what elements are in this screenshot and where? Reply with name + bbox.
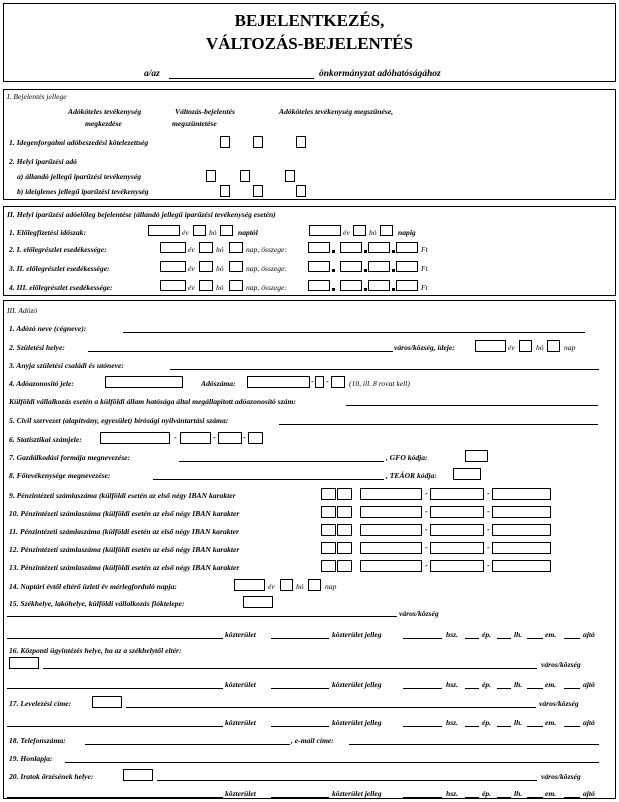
s1-row2b-checkbox-change[interactable] [253, 185, 263, 197]
fiscal-month-unit: hó [296, 582, 304, 591]
s2-row1-to-label: napig [398, 228, 416, 237]
addr3-street-type-field[interactable] [271, 726, 329, 727]
s3-r4d-label: Külföldi vállalkozás esetén a külföldi állam hatósága által megállapított adóazonosító szám: [9, 397, 296, 406]
s2-row4-ft-unit: Ft [421, 283, 428, 292]
website-field[interactable] [65, 762, 599, 763]
bank9-dash-2: - [487, 489, 490, 498]
s3-r16-label: 16. Központi ügyintézés helye, ha az a székhelytől eltér: [9, 646, 182, 655]
addr1-street-label: közterület [225, 630, 256, 639]
s2-row1-from-year[interactable] [148, 225, 180, 236]
addr4-street-type-label: közterület jelleg [332, 789, 382, 798]
addr1-ep-field[interactable] [465, 638, 479, 639]
birth-year-unit: év [508, 343, 515, 352]
civil-registry-field[interactable] [279, 424, 598, 425]
s2-row2-amount-sep-1 [332, 250, 335, 253]
s2-row2-ft-unit: Ft [421, 245, 428, 254]
addr1-lh-label: lh. [514, 630, 523, 639]
s3-r12-label: 12. Pénzintézeti számlaszáma (külföldi esetén az első négy IBAN karakter [9, 545, 240, 554]
s2-row1-to-year[interactable] [309, 225, 341, 236]
addr3-street-field[interactable] [7, 726, 223, 727]
s3-r13-label: 13. Pénzintézeti számlaszáma (külföldi esetén az első négy IBAN karakter [9, 563, 240, 572]
s1-row2b-label: b) ideiglenes jellegű iparűzési tevékenység [17, 187, 149, 196]
stat-code-dash-1: - [174, 433, 177, 442]
s3-r2-label: 2. Születési helye: [9, 343, 65, 352]
s1-row2a-label: a) állandó jellegű iparűzési tevékenység [17, 172, 142, 181]
bank10-account-box-1[interactable] [360, 506, 422, 518]
addr1-ep-label: ép. [482, 630, 492, 639]
s1-row2a-checkbox-end[interactable] [285, 170, 295, 182]
s2-row1-to-year-unit: év [343, 228, 350, 237]
bank13-account-box-2[interactable] [430, 560, 484, 572]
tax-number-dash-2: - [326, 377, 329, 386]
s3-r18-label: 18. Telefonszáma: [9, 736, 66, 745]
s3-r7b-label: , GFO kódja: [386, 453, 428, 462]
s2-row3-ft-unit: Ft [421, 264, 428, 273]
s3-r10-label: 10. Pénzintézeti számlaszáma (külföldi esetén az első négy IBAN karakter [9, 509, 240, 518]
form-title-line1: BEJELENTKEZÉS, [234, 11, 385, 30]
birth-day-box[interactable] [547, 340, 560, 352]
tax-number-box-3[interactable] [331, 376, 345, 388]
addr1-lh-field[interactable] [497, 638, 511, 639]
form-page [3, 3, 616, 799]
hq-city-field[interactable] [43, 668, 537, 669]
bank9-account-box-3[interactable] [492, 488, 551, 500]
bank9-dash-1: - [425, 489, 428, 498]
mother-name-field[interactable] [170, 369, 599, 370]
bank9-iban-box-2[interactable] [337, 488, 352, 500]
s2-row3-amount-box-3[interactable] [368, 261, 390, 272]
seat-city-field[interactable] [7, 616, 397, 617]
addr3-ajto-label: ajtó [583, 718, 595, 727]
email-field[interactable] [349, 744, 599, 745]
stat-code-box-4[interactable] [248, 432, 263, 444]
s2-row2-amount-box-4[interactable] [396, 242, 418, 253]
teaor-code-box[interactable] [453, 468, 481, 480]
docs-city-field[interactable] [157, 780, 537, 781]
bank12-iban-box-2[interactable] [337, 542, 352, 554]
bank11-account-box-3[interactable] [492, 524, 551, 536]
bank12-iban-box-1[interactable] [321, 542, 336, 554]
s1-row2-label: 2. Helyi iparűzési adó [9, 157, 77, 166]
bank13-dash-2: - [487, 561, 490, 570]
addr2-ajto-field[interactable] [564, 688, 580, 689]
fiscal-year-unit: év [268, 582, 275, 591]
bank11-iban-box-2[interactable] [337, 524, 352, 536]
mail-postcode-box[interactable] [92, 696, 122, 708]
bank9-iban-box-1[interactable] [321, 488, 336, 500]
hq-postcode-box[interactable] [9, 657, 39, 669]
addr2-ajto-label: ajtó [583, 680, 595, 689]
addr2-ep-label: ép. [482, 680, 492, 689]
addr4-street-field[interactable] [7, 797, 223, 798]
bank13-account-box-1[interactable] [360, 560, 422, 572]
col-start-label-b: megkezdése [85, 119, 122, 128]
s2-row1-from-day[interactable] [220, 225, 233, 236]
fiscal-month-box[interactable] [280, 579, 293, 591]
s2-row4-amount-box-2[interactable] [340, 280, 362, 291]
stat-code-box-1[interactable] [100, 432, 170, 444]
section-3-title: III. Adózó [7, 306, 38, 315]
addr2-lh-label: lh. [514, 680, 523, 689]
s3-r14-label: 14. Naptári évtől eltérő üzleti év mérlegforduló napja: [9, 582, 177, 591]
addr4-hsz-label: hsz. [446, 789, 459, 798]
col-end-label: Adóköteles tevékenység megszűnése, [279, 107, 394, 116]
addr1-street-type-label: közterület jelleg [332, 630, 382, 639]
bank11-dash-1: - [425, 525, 428, 534]
addr2-street-type-field[interactable] [271, 688, 329, 689]
s3-r20-label: 20. Iratok őrzésének helye: [9, 772, 94, 781]
s2-row2-amount-box-2[interactable] [340, 242, 362, 253]
addr1-em-field[interactable] [527, 638, 543, 639]
stat-code-box-3[interactable] [218, 432, 242, 444]
stat-code-dash-3: - [243, 433, 246, 442]
s2-row1-from-label: naptól [238, 228, 258, 237]
s3-r17-label: 17. Levelezési címe: [9, 699, 72, 708]
bank9-account-box-1[interactable] [360, 488, 422, 500]
bank10-account-box-2[interactable] [430, 506, 484, 518]
taxpayer-name-field[interactable] [123, 332, 585, 333]
s2-row3-month-unit: hó [216, 264, 224, 273]
col-change-label-a: Változás-bejelentés [175, 107, 235, 116]
bank10-iban-box-2[interactable] [337, 506, 352, 518]
birth-month-box[interactable] [519, 340, 532, 352]
s2-row1-year-unit: év [182, 228, 189, 237]
tax-number-box-2[interactable] [315, 376, 324, 388]
addr1-ajto-field[interactable] [564, 638, 580, 639]
business-form-field[interactable] [179, 461, 384, 462]
addr2-lh-field[interactable] [497, 688, 511, 689]
s2-row2-amount-box-1[interactable] [308, 242, 330, 253]
s2-row3-amount-sep-3 [392, 269, 395, 272]
bank12-account-box-2[interactable] [430, 542, 484, 554]
col-start-label-a: Adóköteles tevékenység [68, 107, 142, 116]
addr1-hsz-field[interactable] [403, 638, 442, 639]
s2-row4-amount-label: nap, összege: [246, 283, 287, 292]
authority-name-field[interactable] [169, 78, 314, 79]
s2-row4-year[interactable] [160, 280, 186, 291]
addr1-em-label: em. [545, 630, 557, 639]
s2-row2-amount-sep-3 [392, 250, 395, 253]
addr3-ajto-field[interactable] [564, 726, 580, 727]
s2-row3-year-unit: év [188, 264, 195, 273]
s2-row3-amount-label: nap, összege: [246, 264, 287, 273]
addr1-hsz-label: hsz. [446, 630, 459, 639]
bank11-account-box-2[interactable] [430, 524, 484, 536]
authority-prefix: a/az [144, 69, 160, 79]
s3-r6-label: 6. Statisztikai számjele: [9, 435, 82, 444]
s2-row1-to-month-unit: hó [369, 228, 377, 237]
stat-code-dash-2: - [213, 433, 216, 442]
addr3-em-label: em. [545, 718, 557, 727]
fiscal-year-year-box[interactable] [234, 579, 265, 591]
s3-r1-label: 1. Adózó neve (cégneve): [9, 324, 87, 333]
s2-row2-label: 2. I. előlegrészlet esedékessége: [9, 245, 107, 254]
s2-row3-amount-box-2[interactable] [340, 261, 362, 272]
s2-row2-month[interactable] [199, 242, 213, 253]
authority-suffix: önkormányzat adóhatóságához [319, 69, 441, 79]
birth-year-box[interactable] [475, 340, 506, 352]
s2-row3-day[interactable] [229, 261, 243, 272]
addr3-ep-field[interactable] [465, 726, 479, 727]
addr3-em-field[interactable] [527, 726, 543, 727]
s1-row1-label: 1. Idegenforgalmi adóbeszedési kötelezettség [9, 138, 149, 147]
s2-row4-label: 4. III. előlegrészlet esedékessége: [9, 283, 113, 292]
s3-r3-label: 3. Anyja születési családi és utóneve: [9, 361, 124, 370]
bank10-dash-1: - [425, 507, 428, 516]
addr4-ep-label: ép. [482, 789, 492, 798]
addr3-street-type-label: közterület jelleg [332, 718, 382, 727]
s2-row2-amount-box-3[interactable] [368, 242, 390, 253]
addr2-hsz-field[interactable] [403, 688, 442, 689]
s1-row2b-checkbox-end[interactable] [296, 185, 306, 197]
addr3-hsz-field[interactable] [403, 726, 442, 727]
s1-row1-checkbox-start[interactable] [220, 136, 230, 148]
form-title-line2: VÁLTOZÁS-BEJELENTÉS [206, 34, 413, 53]
addr4-ajto-field[interactable] [564, 797, 580, 798]
addr2-street-type-label: közterület jelleg [332, 680, 382, 689]
s3-r7-label: 7. Gazdálkodási formája megnevezése: [9, 453, 131, 462]
s3-r2b-label: város/község, ideje: [394, 343, 455, 352]
docs-postcode-box[interactable] [123, 769, 153, 781]
s3-r15-label: 15. Székhelye, lakóhelye, külföldi vállalkozás fióktelepe: [9, 599, 185, 608]
addr3-lh-field[interactable] [497, 726, 511, 727]
s3-r11-label: 11. Pénzintézeti számlaszáma (külföldi esetén az első négy IBAN karakter [9, 527, 239, 536]
docs-city-label: város/község [541, 772, 581, 781]
bank10-dash-2: - [487, 507, 490, 516]
s1-row1-checkbox-end[interactable] [296, 136, 306, 148]
phone-field[interactable] [85, 744, 290, 745]
s3-r4b-label: Adószáma: [201, 379, 236, 388]
bank13-account-box-3[interactable] [492, 560, 551, 572]
s1-row2a-checkbox-start[interactable] [206, 170, 216, 182]
s2-row2-amount-label: nap, összege: [246, 245, 287, 254]
addr2-em-label: em. [545, 680, 557, 689]
bank11-iban-box-1[interactable] [321, 524, 336, 536]
addr2-street-field[interactable] [7, 688, 223, 689]
s3-r9-label: 9. Pénzintézeti számlaszáma (külföldi esetén az első négy IBAN karakter [9, 491, 236, 500]
s2-row4-year-unit: év [188, 283, 195, 292]
s1-row1-checkbox-change[interactable] [253, 136, 263, 148]
addr3-ep-label: ép. [482, 718, 492, 727]
s1-row2b-checkbox-start[interactable] [220, 185, 230, 197]
s2-row4-month-unit: hó [216, 283, 224, 292]
s2-row2-year[interactable] [160, 242, 186, 253]
s2-row2-day[interactable] [229, 242, 243, 253]
s2-row3-year[interactable] [160, 261, 186, 272]
section-1-title: I. Bejelentés jellege [7, 92, 67, 101]
s2-row4-amount-sep-2 [364, 288, 367, 291]
s2-row4-amount-box-3[interactable] [368, 280, 390, 291]
s2-row4-amount-sep-1 [332, 288, 335, 291]
addr1-ajto-label: ajtó [583, 630, 595, 639]
addr2-ep-field[interactable] [465, 688, 479, 689]
s3-r8-label: 8. Főtevékenysége megnevezése: [9, 471, 111, 480]
s2-row3-amount-sep-1 [332, 269, 335, 272]
mail-city-label: város/község [539, 699, 579, 708]
bank12-account-box-1[interactable] [360, 542, 422, 554]
bank13-dash-1: - [425, 561, 428, 570]
addr4-street-type-field[interactable] [271, 797, 329, 798]
addr2-em-field[interactable] [527, 688, 543, 689]
s2-row4-amount-box-4[interactable] [396, 280, 418, 291]
addr4-ajto-label: ajtó [583, 789, 595, 798]
s2-row1-to-day[interactable] [380, 225, 393, 236]
addr4-street-label: közterület [225, 789, 256, 798]
bank12-account-box-3[interactable] [492, 542, 551, 554]
birthplace-field[interactable] [88, 351, 393, 352]
bank10-account-box-3[interactable] [492, 506, 551, 518]
s2-row3-label: 3. II. előlegrészlet esedékessége: [9, 264, 110, 273]
s2-row3-month[interactable] [199, 261, 213, 272]
s2-row4-amount-sep-3 [392, 288, 395, 291]
fiscal-day-box[interactable] [308, 579, 321, 591]
s2-row1-to-month[interactable] [353, 225, 366, 236]
addr3-lh-label: lh. [514, 718, 523, 727]
s3-r4-label: 4. Adóazonosító jele: [9, 379, 74, 388]
s2-row4-amount-box-1[interactable] [308, 280, 330, 291]
birth-day-unit: nap [564, 343, 576, 352]
s3-r19-label: 19. Honlapja: [9, 754, 53, 763]
fiscal-day-unit: nap [325, 582, 337, 591]
addr1-street-field[interactable] [7, 638, 223, 639]
addr2-hsz-label: hsz. [446, 680, 459, 689]
s2-row4-month[interactable] [199, 280, 213, 291]
addr2-street-label: közterület [225, 680, 256, 689]
s3-r5-label: 5. Civil szervezet (alapítvány, egyesület) bírósági nyilvántartási száma: [9, 416, 229, 425]
hq-city-label: város/község [541, 660, 581, 669]
s1-row2a-checkbox-change[interactable] [240, 170, 250, 182]
tax-number-dash-1: - [311, 377, 314, 386]
mail-city-field[interactable] [126, 707, 536, 708]
s2-row4-day[interactable] [229, 280, 243, 291]
s2-row3-amount-box-1[interactable] [308, 261, 330, 272]
birth-month-unit: hó [536, 343, 544, 352]
addr4-ep-field[interactable] [465, 797, 479, 798]
addr4-em-field[interactable] [527, 797, 543, 798]
s2-row2-amount-sep-2 [364, 250, 367, 253]
tax-number-box-1[interactable] [247, 376, 310, 388]
s2-row2-month-unit: hó [216, 245, 224, 254]
s2-row3-amount-sep-2 [364, 269, 367, 272]
bank13-iban-box-1[interactable] [321, 560, 336, 572]
bank11-dash-2: - [487, 525, 490, 534]
addr1-street-type-field[interactable] [271, 638, 329, 639]
s2-row3-amount-box-4[interactable] [396, 261, 418, 272]
s3-r18b-label: , e-mail címe: [291, 736, 334, 745]
foreign-tax-id-field[interactable] [346, 405, 598, 406]
addr3-hsz-label: hsz. [446, 718, 459, 727]
s3-r4c-note: (10, ill. 8 rovat kell) [349, 379, 410, 388]
bank11-account-box-1[interactable] [360, 524, 422, 536]
s2-row1-label: 1. Előlegfizetési időszak: [9, 228, 86, 237]
gfo-code-box[interactable] [465, 450, 488, 462]
stat-code-box-2[interactable] [180, 432, 211, 444]
main-activity-field[interactable] [153, 479, 384, 480]
bank13-iban-box-2[interactable] [337, 560, 352, 572]
s2-row2-year-unit: év [188, 245, 195, 254]
s2-row1-from-month[interactable] [193, 225, 206, 236]
addr4-em-label: em. [545, 789, 557, 798]
addr4-lh-field[interactable] [497, 797, 511, 798]
bank12-dash-1: - [425, 543, 428, 552]
section-2-title: II. Helyi iparűzési adóelőleg bejelentése (állandó jellegű iparűzési tevékenység esetén) [7, 210, 276, 219]
addr4-lh-label: lh. [514, 789, 523, 798]
s2-row1-month-unit: hó [209, 228, 217, 237]
col-change-label-b: megszüntetése [172, 119, 217, 128]
tax-id-box[interactable] [105, 376, 183, 388]
s3-r8b-label: , TEÁOR kódja: [386, 471, 437, 480]
seat-city-label: város/község [399, 609, 439, 618]
bank10-iban-box-1[interactable] [321, 506, 336, 518]
addr3-street-label: közterület [225, 718, 256, 727]
bank12-dash-2: - [487, 543, 490, 552]
seat-postcode-box[interactable] [243, 596, 273, 608]
bank9-account-box-2[interactable] [430, 488, 484, 500]
addr4-hsz-field[interactable] [403, 797, 442, 798]
